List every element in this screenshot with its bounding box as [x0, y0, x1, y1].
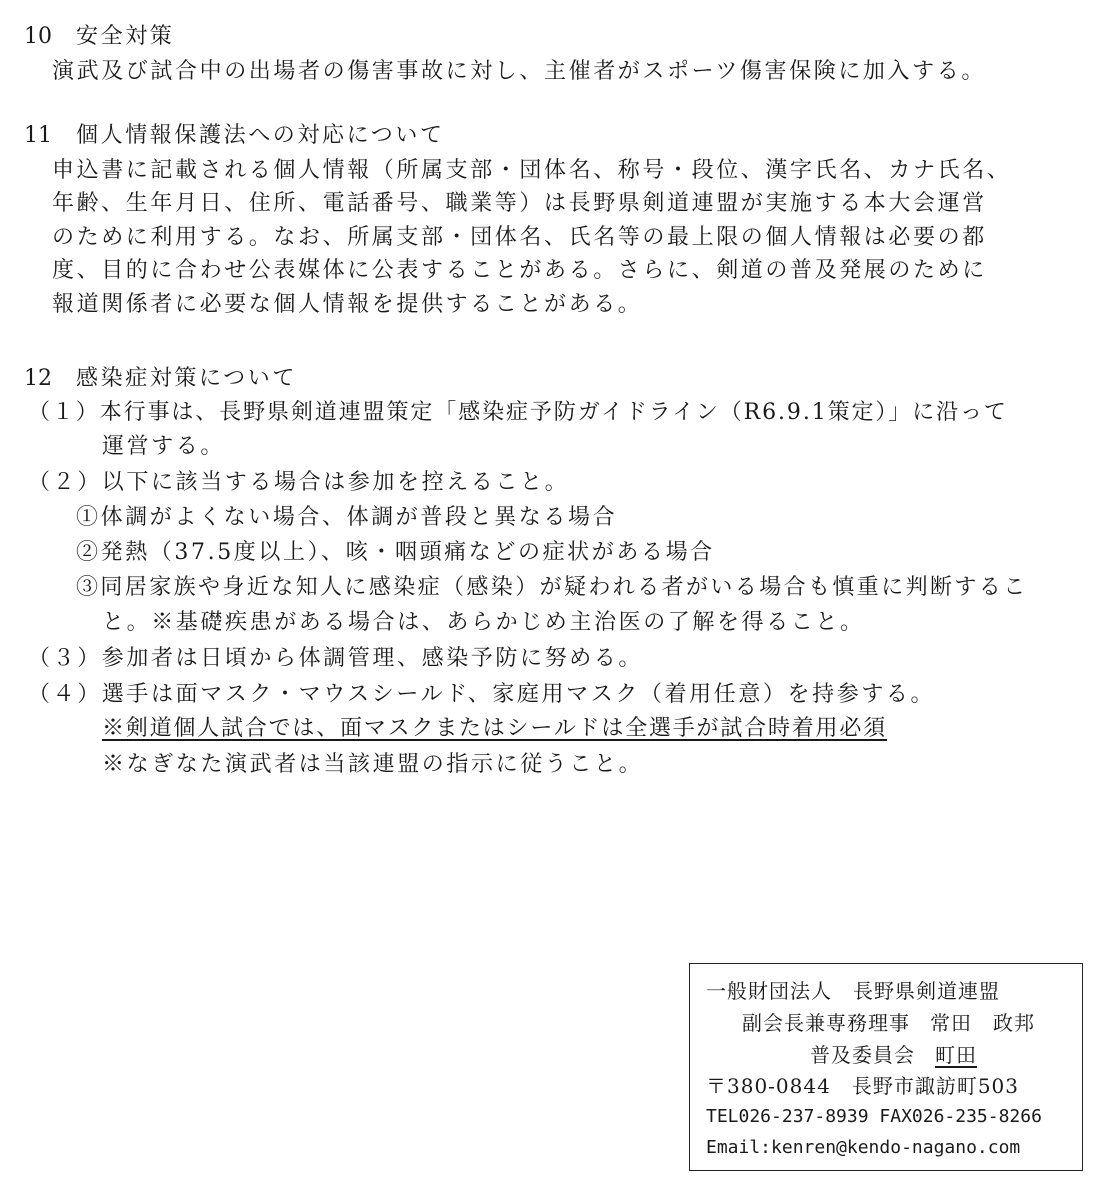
section-10-title: 安全対策 [76, 24, 175, 49]
section-12-item-2: （２）以下に該当する場合は参加を控えること。 [28, 470, 570, 495]
section-11-number: 11 [24, 123, 52, 148]
contact-officer [742, 1010, 1035, 1036]
contact-committee-name: 普及委員会 [810, 1043, 915, 1067]
section-12-item-3: （３）参加者は日頃から体調管理、感染予防に努める。 [28, 646, 644, 671]
contact-committee-person: 町田 [935, 1043, 977, 1067]
section-12-note-1: ※剣道個人試合では、面マスクまたはシールドは全選手が試合時着用必須 [102, 716, 887, 741]
contact-phone-fax: TEL026-237-8939 FAX026-235-8266 [706, 1106, 1042, 1127]
contact-officer-name: 常田 政邦 [930, 1011, 1035, 1035]
section-10-body: 演武及び試合中の出場者の傷害事故に対し、主催者がスポーツ傷害保険に加入する。 [52, 59, 986, 84]
section-12-number: 12 [24, 366, 52, 391]
section-12-note-2: ※なぎなた演武者は当該連盟の指示に従うこと。 [102, 752, 644, 777]
contact-committee [810, 1042, 977, 1068]
contact-officer-role: 副会長兼専務理事 [742, 1011, 910, 1035]
section-11-line-3: のために利用する。なお、所属支部・団体名、氏名等の最上限の個人情報は必要の都 [52, 225, 987, 250]
section-12-sub-3-line-2: と。※基礎疾患がある場合は、あらかじめ主治医の了解を得ること。 [102, 610, 865, 635]
section-11-line-5: 報道関係者に必要な個人情報を提供することがある。 [52, 292, 643, 317]
section-11-title: 個人情報保護法への対応について [76, 123, 445, 148]
section-12-sub-1: ①体調がよくない場合、体調が普段と異なる場合 [76, 505, 618, 530]
contact-org: 一般財団法人 長野県剣道連盟 [706, 979, 1000, 1003]
section-12-title: 感染症対策について [76, 366, 297, 391]
section-11-line-1: 申込書に記載される個人情報（所属支部・団体名、称号・段位、漢字氏名、カナ氏名、 [52, 158, 1012, 183]
section-10-heading [24, 22, 174, 52]
section-12-item-4: （４）選手は面マスク・マウスシールド、家庭用マスク（着用任意）を持参する。 [28, 682, 936, 707]
section-10-number: 10 [24, 24, 52, 49]
section-11-line-4: 度、目的に合わせ公表媒体に公表することがある。さらに、剣道の普及発展のために [52, 258, 987, 283]
section-12-item-1-line-2: 運営する。 [102, 434, 226, 459]
section-12-item-1-line-1: （１）本行事は、長野県剣道連盟策定「感染症予防ガイドライン（R6.9.1策定）」に沿って [28, 400, 1008, 425]
section-12-sub-3-line-1: ③同居家族や身近な知人に感染症（感染）が疑われる者がいる場合も慎重に判断するこ [76, 575, 1028, 600]
contact-email[interactable]: Email:kenren@kendo-nagano.com [706, 1137, 1021, 1158]
contact-box [689, 963, 1083, 1171]
section-12-heading [24, 364, 297, 394]
section-12-sub-2: ②発熱（37.5度以上）、咳・咽頭痛などの症状がある場合 [76, 540, 715, 565]
section-11-heading [24, 121, 445, 151]
contact-address: 〒380-0844 長野市諏訪町503 [706, 1074, 1020, 1098]
section-11-line-2: 年齢、生年月日、住所、電話番号、職業等）は長野県剣道連盟が実施する本大会運営 [52, 191, 987, 216]
